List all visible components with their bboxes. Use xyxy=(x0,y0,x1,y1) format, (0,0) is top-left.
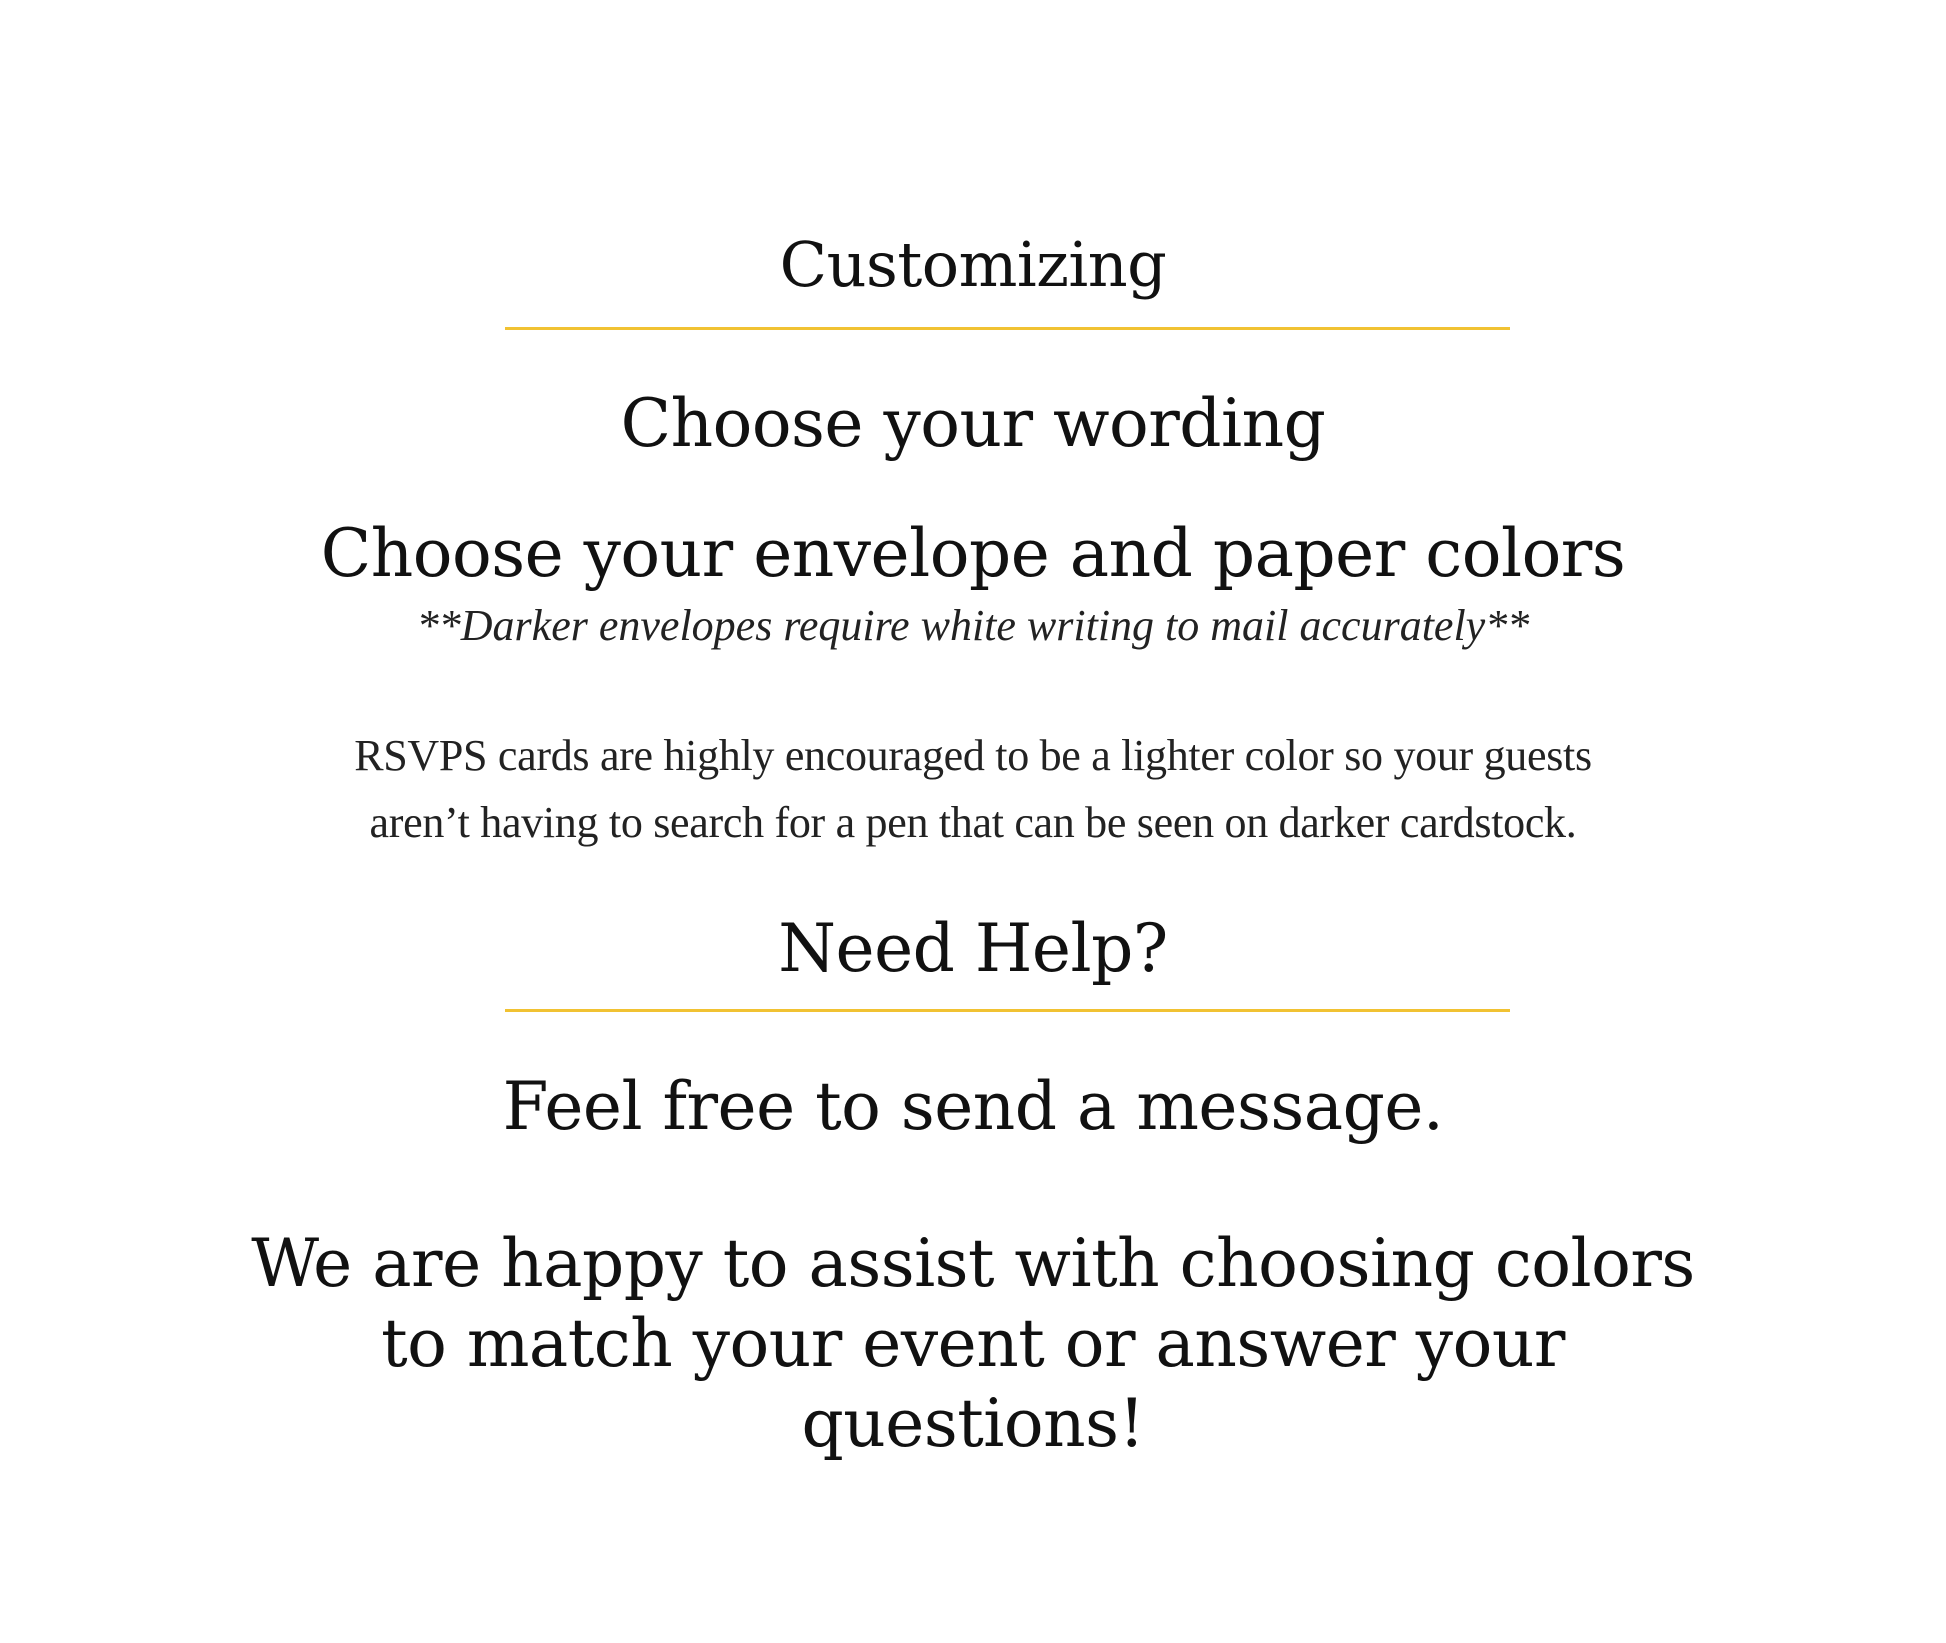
assist-text-line-2: to match your event or answer your xyxy=(381,1305,1565,1382)
assist-text-line-1: We are happy to assist with choosing colors xyxy=(251,1225,1695,1302)
help-title: Need Help? xyxy=(778,910,1168,987)
help-divider xyxy=(505,1009,1510,1012)
rsvp-text-line-1: RSVPS cards are highly encouraged to be a lighter color so your guests xyxy=(354,731,1592,780)
envelope-note: **Darker envelopes require white writing to mail accurately** xyxy=(416,601,1530,650)
customizing-divider xyxy=(505,327,1510,330)
help-message: Feel free to send a message. xyxy=(502,1068,1444,1145)
rsvp-text-line-2: aren’t having to search for a pen that can be seen on darker cardstock. xyxy=(369,798,1577,847)
customizing-title: Customizing xyxy=(779,228,1167,301)
step-choose-colors: Choose your envelope and paper colors xyxy=(320,515,1626,592)
step-choose-wording: Choose your wording xyxy=(620,385,1326,462)
assist-text-line-3: questions! xyxy=(801,1385,1145,1462)
